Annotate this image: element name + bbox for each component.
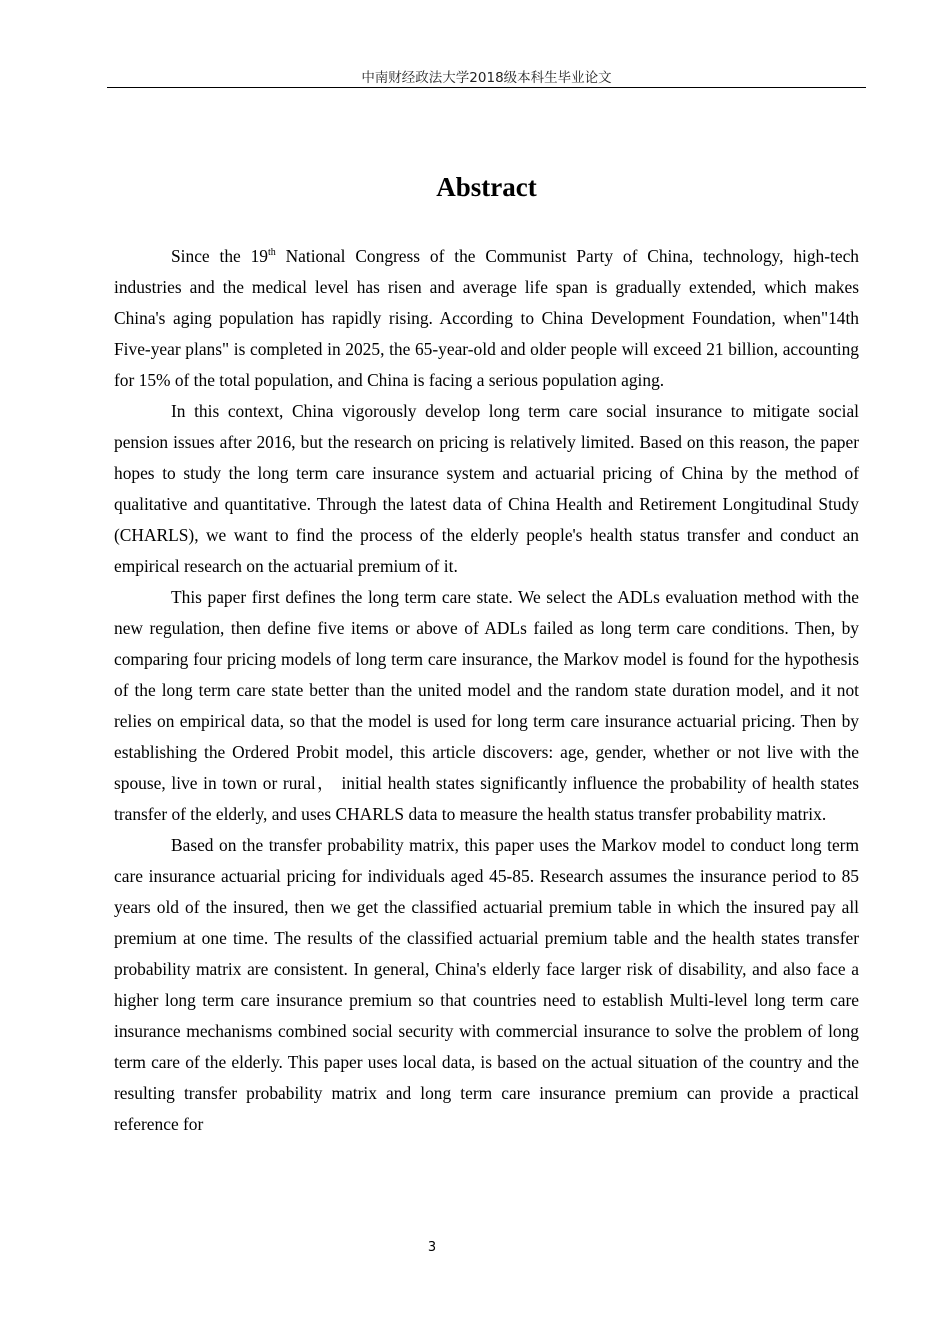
paragraph-1-rest: National Congress of the Communist Party of China, technology, high-tech industries and the medical level has risen and average life span is gradually extended, which makes China's aging population has rapidly rising. According to China Development Foundation, when"14th Five-year plans" is completed in 2025, the 65-year-old and older people will exceed 21 billion, accounting for 15% of the total population, and China is facing a serious population aging. xyxy=(114,246,859,390)
abstract-title: Abstract xyxy=(436,172,537,202)
paragraph-1-lead: Since the 19 xyxy=(171,246,268,266)
header-rule xyxy=(107,87,866,88)
page-number: 3 xyxy=(427,1240,437,1255)
abstract-paragraph-3: This paper first defines the long term care state. We select the ADLs evaluation method with the new regulation, then define five items or above of ADLs failed as long term care conditions. Then, by comparing four pricing models of long term care insurance, the Markov model is found for the hypothesis of the long term care state better than the united model and the random state duration model, and it not relies on empirical data, so that the model is used for long term care insurance actuarial pricing. Then by establishing the Ordered Probit model, this article discovers: age, gender, whether or not live with the spouse, live in town or rural， initial health states significantly influence the probability of health states transfer of the elderly, and uses CHARLS data to measure the health status transfer probability matrix. xyxy=(114,587,859,824)
running-header: 中南财经政法大学2018级本科生毕业论文 xyxy=(361,70,612,86)
abstract-paragraph-1 xyxy=(114,241,859,396)
abstract-paragraph-4: Based on the transfer probability matrix, this paper uses the Markov model to conduct long term care insurance actuarial pricing for individuals aged 45-85. Research assumes the insurance period to 85 years old of the insured, then we get the classified actuarial premium table in which the insured pay all premium at one time. The results of the classified actuarial premium table and the health states transfer probability matrix are consistent. In general, China's elderly face larger risk of disability, and also face a higher long term care insurance premium so that countries need to establish Multi-level long term care insurance mechanisms combined social security with commercial insurance to solve the problem of long term care of the elderly. This paper uses local data, is based on the actual situation of the country and the resulting transfer probability matrix and long term care insurance premium can provide a practical reference for xyxy=(114,835,859,1134)
abstract-paragraph-2: In this context, China vigorously develop long term care social insurance to mitigate social pension issues after 2016, but the research on pricing is relatively limited. Based on this reason, the paper hopes to study the long term care insurance system and actuarial pricing of China by the method of qualitative and quantitative. Through the latest data of China Health and Retirement Longitudinal Study (CHARLS), we want to find the process of the elderly people's health status transfer and conduct an empirical research on the actuarial premium of it. xyxy=(114,401,859,576)
ordinal-superscript: th xyxy=(267,247,276,258)
abstract-body xyxy=(114,241,859,1140)
